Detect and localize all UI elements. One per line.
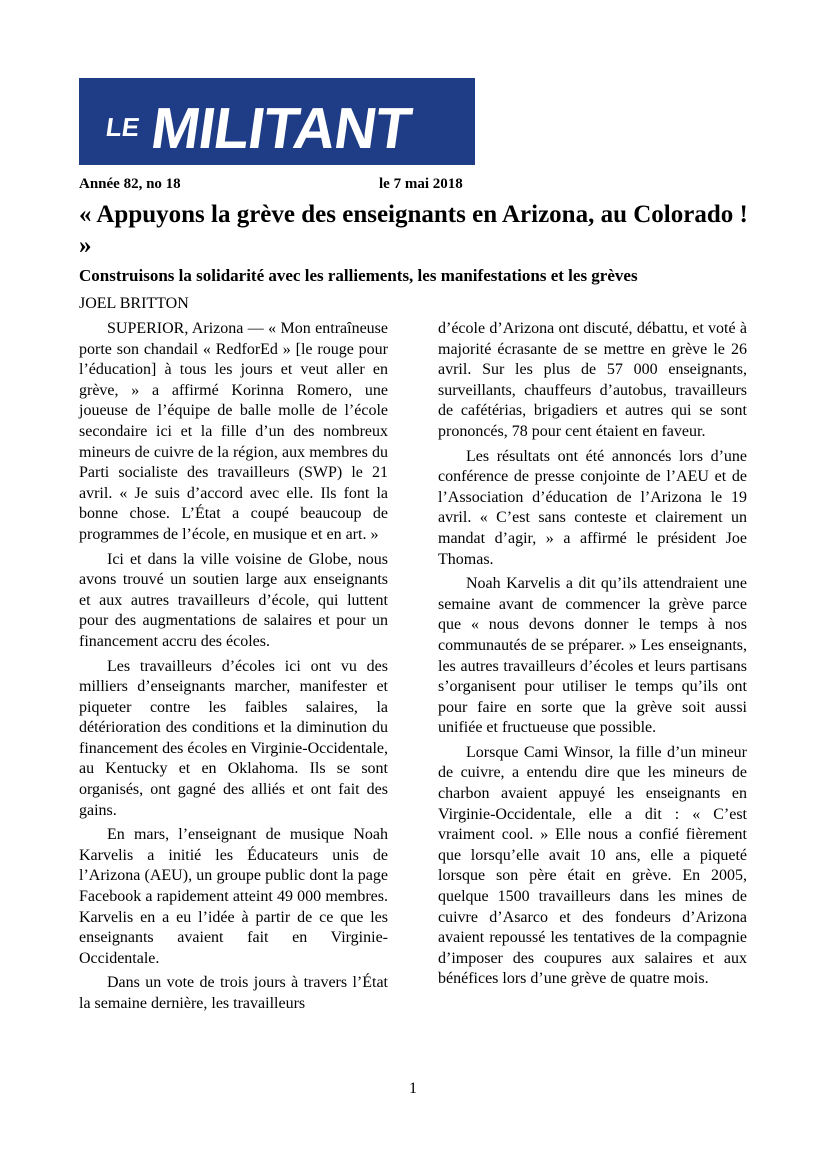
svg-text:MILITANT: MILITANT xyxy=(147,96,415,161)
paragraph: Les résultats ont été annoncés lors d’une conférence de presse conjointe de l’AEU et de l’Association d’éducation de l’Arizona le 19 avril. « C’est sans conteste et clairement un mandat d’agir, » a affirmé le président Joe Thomas. xyxy=(438,447,747,568)
issue-number: Année 82, no 18 xyxy=(79,176,181,192)
paragraph: SUPERIOR, Arizona — « Mon entraîneuse porte son chandail « RedforEd » [le rouge pour l’éducation] à tous les jours et veut aller en grève, » a affirmé Korinna Romero, une joueuse de l’équipe de balle molle de l’école secondaire ici et la fille d’un des nombreux mineurs de cuivre de la région, aux membres du Parti socialiste des travailleurs (SWP) le 21 avril. « Je suis d’accord avec elle. Ils font la bonne chose. L’État a coupé beaucoup de programmes de l’école, en musique et en art. » xyxy=(79,320,388,543)
issue-date: le 7 mai 2018 xyxy=(379,176,463,192)
paragraph: Dans un vote de trois jours à travers l’État la semaine dernière, les travailleurs xyxy=(79,974,388,1012)
paragraph: En mars, l’enseignant de musique Noah Karvelis a initié les Éducateurs unis de l’Arizona (AEU), un groupe public dont la page Facebook a rapidement atteint 49 000 membres. Karvelis en a eu l’idée à partir de ce que les enseignants avaient fait en Virginie-Occidentale. xyxy=(79,826,388,967)
article-column-left xyxy=(79,319,388,1019)
article-column-right xyxy=(438,319,747,994)
paragraph: Les travailleurs d’écoles ici ont vu des milliers d’enseignants marcher, manifester et piqueter contre les faibles salaires, la détérioration des conditions et la diminution du financement des écoles en Virginie-Occidentale, au Kentucky et en Oklahoma. Ils se sont organisés, ont gagné des alliés et ont fait des gains. xyxy=(79,657,388,819)
masthead-logo xyxy=(79,78,475,165)
page-number: 1 xyxy=(409,1080,417,1097)
paragraph: d’école d’Arizona ont discuté, débattu, et voté à majorité écrasante de se mettre en grève le 26 avril. Sur les plus de 57 000 enseignants, surveillants, chauffeurs d’autobus, travailleurs de cafétérias, brigadiers et autres qui se sont prononcés, 78 pour cent étaient en faveur. xyxy=(438,320,747,440)
byline: JOEL BRITTON xyxy=(79,295,189,312)
logo-wordmark xyxy=(79,78,475,165)
paragraph: Ici et dans la ville voisine de Globe, nous avons trouvé un soutien large aux enseignants et aux autres travailleurs d’école, qui luttent pour des augmentations de salaires et pour un financement accru des écoles. xyxy=(79,550,388,650)
paragraph: Lorsque Cami Winsor, la fille d’un mineur de cuivre, a entendu dire que les mineurs de charbon avaient appuyé les enseignants en Virginie-Occidentale, elle a dit : « C’est vraiment cool. » Elle nous a confié fièrement que lorsqu’elle avait 10 ans, elle a piqueté lorsque son père était en grève. En 2005, quelque 1500 travailleurs dans les mines de cuivre d’Asarco et des fondeurs d’Arizona avaient repoussé les tentatives de la compagnie d’imposer des coupures aux salaires et aux bénéfices lors d’une grève de quatre mois. xyxy=(438,743,747,988)
subheadline: Construisons la solidarité avec les ralliements, les manifestations et les grèves xyxy=(79,266,638,285)
svg-text:LE: LE xyxy=(104,112,142,142)
paragraph: Noah Karvelis a dit qu’ils attendraient une semaine avant de commencer la grève parce que « nous devons donner le temps à nos communautés de se préparer. » Les enseignants, les autres travailleurs d’écoles et leurs partisans s’organisent pour utiliser le temps qu’ils ont pour faire en sorte que la grève soit aussi unifiée et fructueuse que possible. xyxy=(438,575,747,737)
headline: « Appuyons la grève des enseignants en Arizona, au Colorado ! » xyxy=(79,201,748,259)
